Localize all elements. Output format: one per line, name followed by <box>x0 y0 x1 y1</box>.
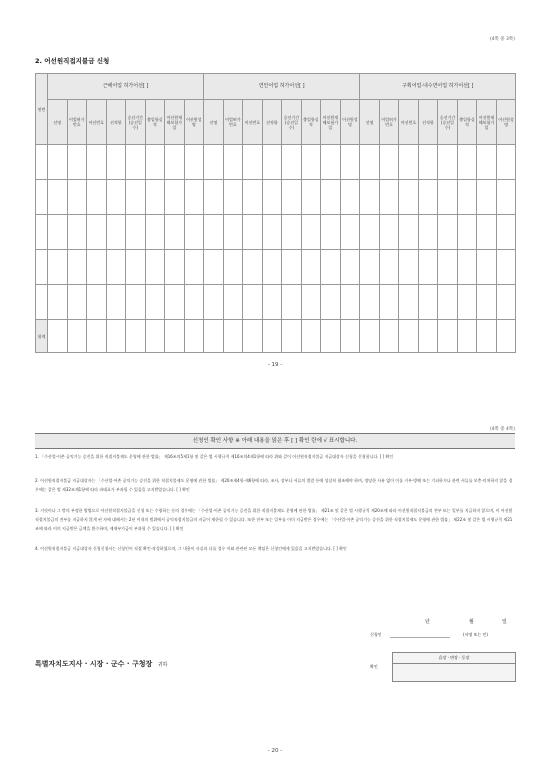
entry-cell[interactable] <box>301 180 321 215</box>
notice-item-4: 4. 어선원직접지불금 지급대상자 신청신청서는 신청인이 직접 확인·작성하였으며, 그 내용이 사실과 다를 경우 이와 관련된 모든 책임은 신청인에게 있음을 고지받았습니다. [ ] 확인 <box>35 546 347 551</box>
entry-cell[interactable] <box>399 250 419 285</box>
entry-cell[interactable] <box>457 285 477 320</box>
entry-cell[interactable] <box>477 145 497 180</box>
entry-cell[interactable] <box>145 180 165 215</box>
entry-cell[interactable] <box>457 145 477 180</box>
notice-item-2: 2. 어선원직접지불금 지급대상자는 「수산업·어촌 공익기능 증진을 위한 직접지불제도 운영에 관한 법률」 제20조제4항·제6항에 따라, 조사, 장부나 서류의 열람 등에 성실히 협조해야 하며, 정당한 사유 없이 이를 거부·방해 또는 기피하거나 관련 서류를 보충·미처하지 않을 경우에는 같은 법 제32조제1항에 따라 과태료가 부과될 수 있음을 고지받았습니다. [ ] 확인 <box>35 478 513 492</box>
entry-cell[interactable] <box>262 250 282 285</box>
col-header-g2-7: 어선원재해보험가입 <box>321 100 341 145</box>
col-header-g1-1: 선명 <box>48 100 68 145</box>
col-header-g1-3: 어선번호 <box>87 100 107 145</box>
total-cell[interactable] <box>341 320 361 352</box>
page-number-20: - 20 - <box>267 748 283 754</box>
entry-cell[interactable] <box>106 215 126 250</box>
entry-cell[interactable] <box>340 250 360 285</box>
total-cell[interactable] <box>380 320 400 352</box>
recipient-title: 특별자치도지사 · 시장 · 군수 · 구청장 <box>35 660 153 668</box>
total-cell[interactable] <box>87 320 107 352</box>
entry-cell[interactable] <box>496 145 516 180</box>
entry-cell[interactable] <box>301 145 321 180</box>
entry-cell[interactable] <box>126 145 146 180</box>
entry-cell[interactable] <box>106 180 126 215</box>
col-header-g1-4: 선적항 <box>106 100 126 145</box>
page-counter-top: (4쪽 중 3쪽) <box>489 37 515 42</box>
entry-cell[interactable] <box>223 180 243 215</box>
entry-cell[interactable] <box>87 285 107 320</box>
entry-cell[interactable] <box>48 145 68 180</box>
entry-cell[interactable] <box>418 145 438 180</box>
entry-cell[interactable] <box>321 250 341 285</box>
entry-cell[interactable] <box>282 250 302 285</box>
total-cell[interactable] <box>263 320 283 352</box>
col-header-g3-7: 어선원재해보험가입 <box>477 100 497 145</box>
col-header-g2-5: 승선기간(승선일수) <box>282 100 302 145</box>
sign-or-seal-label: (서명 또는 인) <box>463 632 488 637</box>
entry-cell[interactable] <box>399 215 419 250</box>
entry-cell[interactable] <box>360 215 380 250</box>
entry-cell[interactable] <box>360 285 380 320</box>
total-cell[interactable] <box>321 320 341 352</box>
entry-cell[interactable] <box>204 180 224 215</box>
date-month-label: 월 <box>469 619 474 625</box>
page-counter-bottom: (4쪽 중 4쪽) <box>489 427 515 432</box>
col-header-g2-1: 선명 <box>204 100 224 145</box>
entry-cell[interactable] <box>145 250 165 285</box>
col-header-g2-4: 선적항 <box>262 100 282 145</box>
entry-cell[interactable] <box>48 250 68 285</box>
entry-cell[interactable] <box>282 180 302 215</box>
section-title: 2. 어선원직접지불금 신청 <box>35 57 110 65</box>
notice-item-1: 1. 「수산업·어촌 공익기능 증진을 위한 직접지불제도 운영에 관한 법률」 제16조의5제1항 및 같은 법 시행규칙 제16조의4제1항에 따라 위와 같이 어선원직접지불금 지급대상자 신청을 신청합니다. [ ] 확인 <box>35 454 394 459</box>
entry-cell[interactable] <box>379 215 399 250</box>
entry-cell[interactable] <box>67 180 87 215</box>
entry-cell[interactable] <box>457 250 477 285</box>
entry-cell[interactable] <box>379 145 399 180</box>
entry-cell[interactable] <box>184 250 204 285</box>
entry-cell[interactable] <box>496 250 516 285</box>
total-cell[interactable] <box>399 320 419 352</box>
entry-cell[interactable] <box>87 215 107 250</box>
entry-cell[interactable] <box>477 215 497 250</box>
col-header-g3-6: 출입항실적 <box>457 100 477 145</box>
total-row-cells <box>48 320 516 353</box>
entry-cell[interactable] <box>438 145 458 180</box>
entry-cell[interactable] <box>48 285 68 320</box>
col-header-g2-3: 어선번호 <box>243 100 263 145</box>
entry-cell[interactable] <box>379 285 399 320</box>
entry-cell[interactable] <box>496 215 516 250</box>
entry-cell[interactable] <box>48 215 68 250</box>
entry-cell[interactable] <box>360 250 380 285</box>
table-row <box>36 180 516 215</box>
entry-cell[interactable] <box>340 145 360 180</box>
applicant-label: 신청인 <box>370 632 382 637</box>
group-header-coastal: 연안어업 허가어선[ ] <box>204 74 360 100</box>
confirm-label: 확인 <box>370 664 378 669</box>
entry-cell[interactable] <box>360 145 380 180</box>
entry-cell[interactable] <box>477 285 497 320</box>
entry-cell[interactable] <box>379 250 399 285</box>
entry-cell[interactable] <box>165 250 185 285</box>
total-cell[interactable] <box>185 320 205 352</box>
entry-cell[interactable] <box>340 215 360 250</box>
entry-cell[interactable] <box>399 145 419 180</box>
entry-cell[interactable] <box>399 285 419 320</box>
entry-cell[interactable] <box>165 145 185 180</box>
entry-cell[interactable] <box>87 250 107 285</box>
entry-cell[interactable] <box>126 180 146 215</box>
entry-cell[interactable] <box>184 180 204 215</box>
col-header-g3-3: 어선번호 <box>399 100 419 145</box>
total-cell[interactable] <box>224 320 244 352</box>
table-row <box>36 215 516 250</box>
entry-cell[interactable] <box>223 285 243 320</box>
entry-cell[interactable] <box>243 180 263 215</box>
table-row <box>36 145 516 180</box>
page-number-19: - 19 - <box>267 362 283 368</box>
entry-cell[interactable] <box>243 215 263 250</box>
entry-cell[interactable] <box>126 285 146 320</box>
entry-cell[interactable] <box>106 145 126 180</box>
notice-item-3: 3. 거짓이나 그 밖의 부정한 방법으로 어선원직접지불금을 신청 또는 수령하는 등의 경우에는 「수산업·어촌 공익기능 증진을 위한 직접지불제도 운영에 관한 법률」 제21조 및 같은 법 시행규칙 제20조에 따라 어선원직접지불금의 전부 또는 일부를 지급하지 않으며, 이 어선원직접지불금의 전부를 지급하지 않게 된 자에 대해서는 2년 이내의 범위에서 공익직접지불금의 지급이 제한될 수 있습니다. 또한 전부 또는 일부를 이미 지급받은 경우에는 「수산업·어촌 공익기능 증진을 위한 직접지불제도 운영에 관한 법률」 제22조 및 같은 법 시행규칙 제21조에 따라 이미 지급받은 금액을 환수하며, 제재부가금이 부과될 수 있습니다. [ ] 확인 <box>35 508 513 531</box>
total-cell[interactable] <box>477 320 497 352</box>
applicant-notice-header <box>35 433 515 449</box>
entry-cell[interactable] <box>145 145 165 180</box>
entry-cell[interactable] <box>87 145 107 180</box>
entry-cell[interactable] <box>145 215 165 250</box>
fisher-direct-payment-table <box>35 73 516 353</box>
entry-cell[interactable] <box>204 250 224 285</box>
entry-cell[interactable] <box>438 285 458 320</box>
entry-cell[interactable] <box>165 180 185 215</box>
entry-cell[interactable] <box>282 215 302 250</box>
entry-cell[interactable] <box>67 285 87 320</box>
col-header-g3-8: 어선원성명 <box>496 100 516 145</box>
row-serial-cell <box>36 285 48 320</box>
entry-cell[interactable] <box>321 145 341 180</box>
entry-cell[interactable] <box>204 145 224 180</box>
col-header-serial: 연번 <box>36 74 48 145</box>
entry-cell[interactable] <box>477 180 497 215</box>
entry-cell[interactable] <box>399 180 419 215</box>
entry-cell[interactable] <box>145 285 165 320</box>
total-cell[interactable] <box>243 320 263 352</box>
entry-cell[interactable] <box>165 285 185 320</box>
total-cell[interactable] <box>165 320 185 352</box>
entry-cell[interactable] <box>48 180 68 215</box>
entry-cell[interactable] <box>438 250 458 285</box>
total-cell[interactable] <box>126 320 146 352</box>
entry-cell[interactable] <box>223 145 243 180</box>
col-header-g3-1: 선명 <box>360 100 380 145</box>
entry-cell[interactable] <box>301 250 321 285</box>
col-header-g1-2: 어업허가번호 <box>67 100 87 145</box>
total-cell[interactable] <box>282 320 302 352</box>
entry-cell[interactable] <box>67 145 87 180</box>
entry-cell[interactable] <box>457 180 477 215</box>
recipient-suffix: 귀하 <box>157 662 168 668</box>
entry-cell[interactable] <box>438 215 458 250</box>
total-cell[interactable] <box>204 320 224 352</box>
col-header-g3-4: 선적항 <box>418 100 438 145</box>
col-header-g2-2: 어업허가번호 <box>223 100 243 145</box>
entry-cell[interactable] <box>184 145 204 180</box>
total-cell[interactable] <box>146 320 166 352</box>
entry-cell[interactable] <box>360 180 380 215</box>
entry-cell[interactable] <box>379 180 399 215</box>
group-header-offshore: 근해어업 허가어선[ ] <box>48 74 204 100</box>
total-cell[interactable] <box>107 320 127 352</box>
entry-cell[interactable] <box>184 215 204 250</box>
entry-cell[interactable] <box>418 250 438 285</box>
entry-cell[interactable] <box>262 145 282 180</box>
entry-cell[interactable] <box>67 215 87 250</box>
recipient-line <box>35 659 167 669</box>
entry-cell[interactable] <box>243 250 263 285</box>
entry-cell[interactable] <box>496 285 516 320</box>
entry-cell[interactable] <box>340 285 360 320</box>
total-cell[interactable] <box>360 320 380 352</box>
col-header-g1-8: 어선원성명 <box>184 100 204 145</box>
col-header-g1-6: 출입항실적 <box>145 100 165 145</box>
entry-cell[interactable] <box>126 215 146 250</box>
entry-cell[interactable] <box>457 215 477 250</box>
table-row <box>36 250 516 285</box>
entry-cell[interactable] <box>496 180 516 215</box>
total-cell[interactable] <box>68 320 88 352</box>
entry-cell[interactable] <box>282 285 302 320</box>
col-header-g3-2: 어업허가번호 <box>379 100 399 145</box>
entry-cell[interactable] <box>67 250 87 285</box>
entry-cell[interactable] <box>204 285 224 320</box>
entry-cell[interactable] <box>321 180 341 215</box>
entry-cell[interactable] <box>321 215 341 250</box>
col-header-g1-5: 승선기간(승선일수) <box>126 100 146 145</box>
col-header-g3-5: 승선기간(승선일수) <box>438 100 458 145</box>
total-cell[interactable] <box>48 320 68 352</box>
total-cell[interactable] <box>458 320 478 352</box>
entry-cell[interactable] <box>243 285 263 320</box>
applicant-name-field[interactable] <box>390 637 450 638</box>
group-header-zoned-inland: 구획어업·내수면어업 허가어선[ ] <box>360 74 516 100</box>
entry-cell[interactable] <box>165 215 185 250</box>
official-title: 읍장 · 면장 · 동장 <box>438 655 470 660</box>
entry-cell[interactable] <box>243 145 263 180</box>
entry-cell[interactable] <box>204 215 224 250</box>
entry-cell[interactable] <box>477 250 497 285</box>
entry-cell[interactable] <box>301 285 321 320</box>
row-serial-cell <box>36 180 48 215</box>
entry-cell[interactable] <box>184 285 204 320</box>
entry-cell[interactable] <box>223 250 243 285</box>
entry-cell[interactable] <box>301 215 321 250</box>
entry-cell[interactable] <box>418 285 438 320</box>
entry-cell[interactable] <box>126 250 146 285</box>
entry-cell[interactable] <box>262 285 282 320</box>
entry-cell[interactable] <box>87 180 107 215</box>
total-cell[interactable] <box>302 320 322 352</box>
row-serial-cell <box>36 145 48 180</box>
entry-cell[interactable] <box>282 145 302 180</box>
entry-cell[interactable] <box>418 180 438 215</box>
total-cell[interactable] <box>438 320 458 352</box>
table-row <box>36 285 516 320</box>
entry-cell[interactable] <box>106 285 126 320</box>
entry-cell[interactable] <box>438 180 458 215</box>
entry-cell[interactable] <box>262 180 282 215</box>
entry-cell[interactable] <box>340 180 360 215</box>
official-seal-box <box>392 652 516 682</box>
notice-header-text: 신청인 확인 사항 ※ 아래 내용을 읽은 후 [ ] 확인 란에 √ 표시합니다. <box>192 438 358 444</box>
entry-cell[interactable] <box>262 215 282 250</box>
date-year-label: 년 <box>425 619 430 625</box>
total-label: 합계 <box>36 320 48 353</box>
row-serial-cell <box>36 215 48 250</box>
total-cell[interactable] <box>497 320 516 352</box>
col-header-g1-7: 어선원재해보험가입 <box>165 100 185 145</box>
entry-cell[interactable] <box>106 250 126 285</box>
entry-cell[interactable] <box>223 215 243 250</box>
col-header-g2-8: 어선원성명 <box>340 100 360 145</box>
entry-cell[interactable] <box>418 215 438 250</box>
entry-cell[interactable] <box>321 285 341 320</box>
row-serial-cell <box>36 250 48 285</box>
total-cell[interactable] <box>419 320 439 352</box>
col-header-g2-6: 출입항실적 <box>301 100 321 145</box>
date-day-label: 일 <box>502 619 507 625</box>
